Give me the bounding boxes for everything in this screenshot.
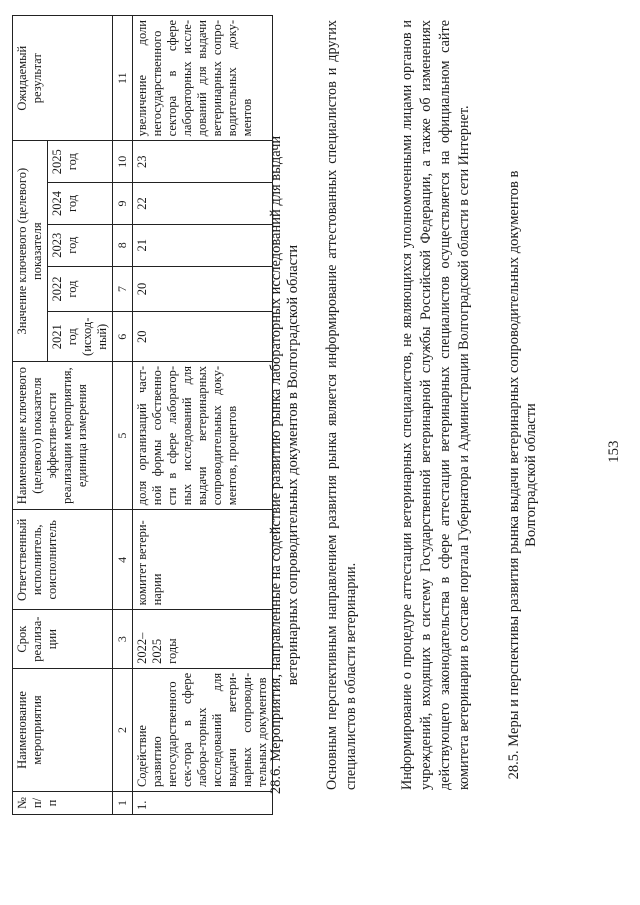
header-term: Срок реализа-ции (13, 610, 113, 668)
column-number: 10 (113, 141, 133, 183)
column-number: 2 (113, 668, 133, 791)
column-number: 9 (113, 183, 133, 225)
row-result: увеличение доли негосударственного сектора в сфере лабораторных иссле-дований для выдачи ветеринарных сопро-водительных доку-ментов (133, 16, 273, 141)
row-value-2025: 23 (133, 141, 273, 183)
paragraph-1: Информирование о процедуре аттестации ветеринарных специалистов, не являющихся уполномоченными лицами органов и учреждений, входящих в систему Государственной ветеринарной службы Российской Федерации, а также об изменениях действующего законодательства в сфере аттестации ветеринарных специалистов осуществляется на официальном сайте комитета ветеринарии в составе портала Губернатора и Администрации Волгоградской области в сети Интернет. (399, 20, 472, 790)
column-number-row (113, 16, 133, 815)
events-table (12, 15, 273, 815)
column-number: 5 (113, 362, 133, 510)
section-heading: 28.5. Меры и перспективы развития рынка выдачи ветеринарных сопроводительных документов в Волгоградской области (506, 170, 539, 780)
header-2022: 2022 год (48, 266, 113, 312)
row-event: Содействие развитию негосударственного сек-тора в сфере лабора-торных исследований для выдачи ветери-нарных сопроводи-тельных документов (133, 668, 273, 791)
header-executor: Ответственный исполнитель, соисполнитель (13, 510, 113, 610)
header-event: Наименование мероприятия (13, 668, 113, 791)
header-result: Ожидаемый результат (13, 16, 113, 141)
row-value-2022: 20 (133, 266, 273, 312)
row-value-2024: 22 (133, 183, 273, 225)
row-value-2021: 20 (133, 312, 273, 362)
column-number: 7 (113, 266, 133, 312)
header-2024: 2024 год (48, 183, 113, 225)
row-value-2023: 21 (133, 224, 273, 266)
column-number: 6 (113, 312, 133, 362)
page-number: 153 (606, 440, 622, 463)
table-row (133, 16, 273, 815)
header-values-group: Значение ключевого (целевого) показателя (13, 141, 48, 362)
header-2025: 2025 год (48, 141, 113, 183)
header-num: № п/п (13, 792, 113, 815)
paragraph-2: Основным перспективным направлением развития рынка является информирование аттестованных специалистов и других специалистов в области ветеринарии. (324, 20, 359, 790)
row-executor: комитет ветери-нарии (133, 510, 273, 610)
row-term: 2022–2025 годы (133, 610, 273, 668)
header-indicator: Наименование ключевого (целевого) показателя эффектив-ности реализации мероприятия, единица измерения (13, 362, 113, 510)
column-number: 3 (113, 610, 133, 668)
table-heading: 28.6. Мероприятия, направленные на содействие развитию рынка лабораторных исследований для выдачи ветеринарных сопроводительных документов в Волгоградской области (268, 135, 301, 795)
column-number: 11 (113, 16, 133, 141)
column-number: 1 (113, 792, 133, 815)
row-num: 1. (133, 792, 273, 815)
row-indicator: доля организаций част-ной формы собственно-сти в сфере лаборатор-ных исследований для выдачи ветеринарных сопроводительных доку-ментов, процентов (133, 362, 273, 510)
column-number: 4 (113, 510, 133, 610)
header-2021: 2021 год (исход-ный) (48, 312, 113, 362)
column-number: 8 (113, 224, 133, 266)
table-header-row (13, 16, 48, 815)
header-2023: 2023 год (48, 224, 113, 266)
